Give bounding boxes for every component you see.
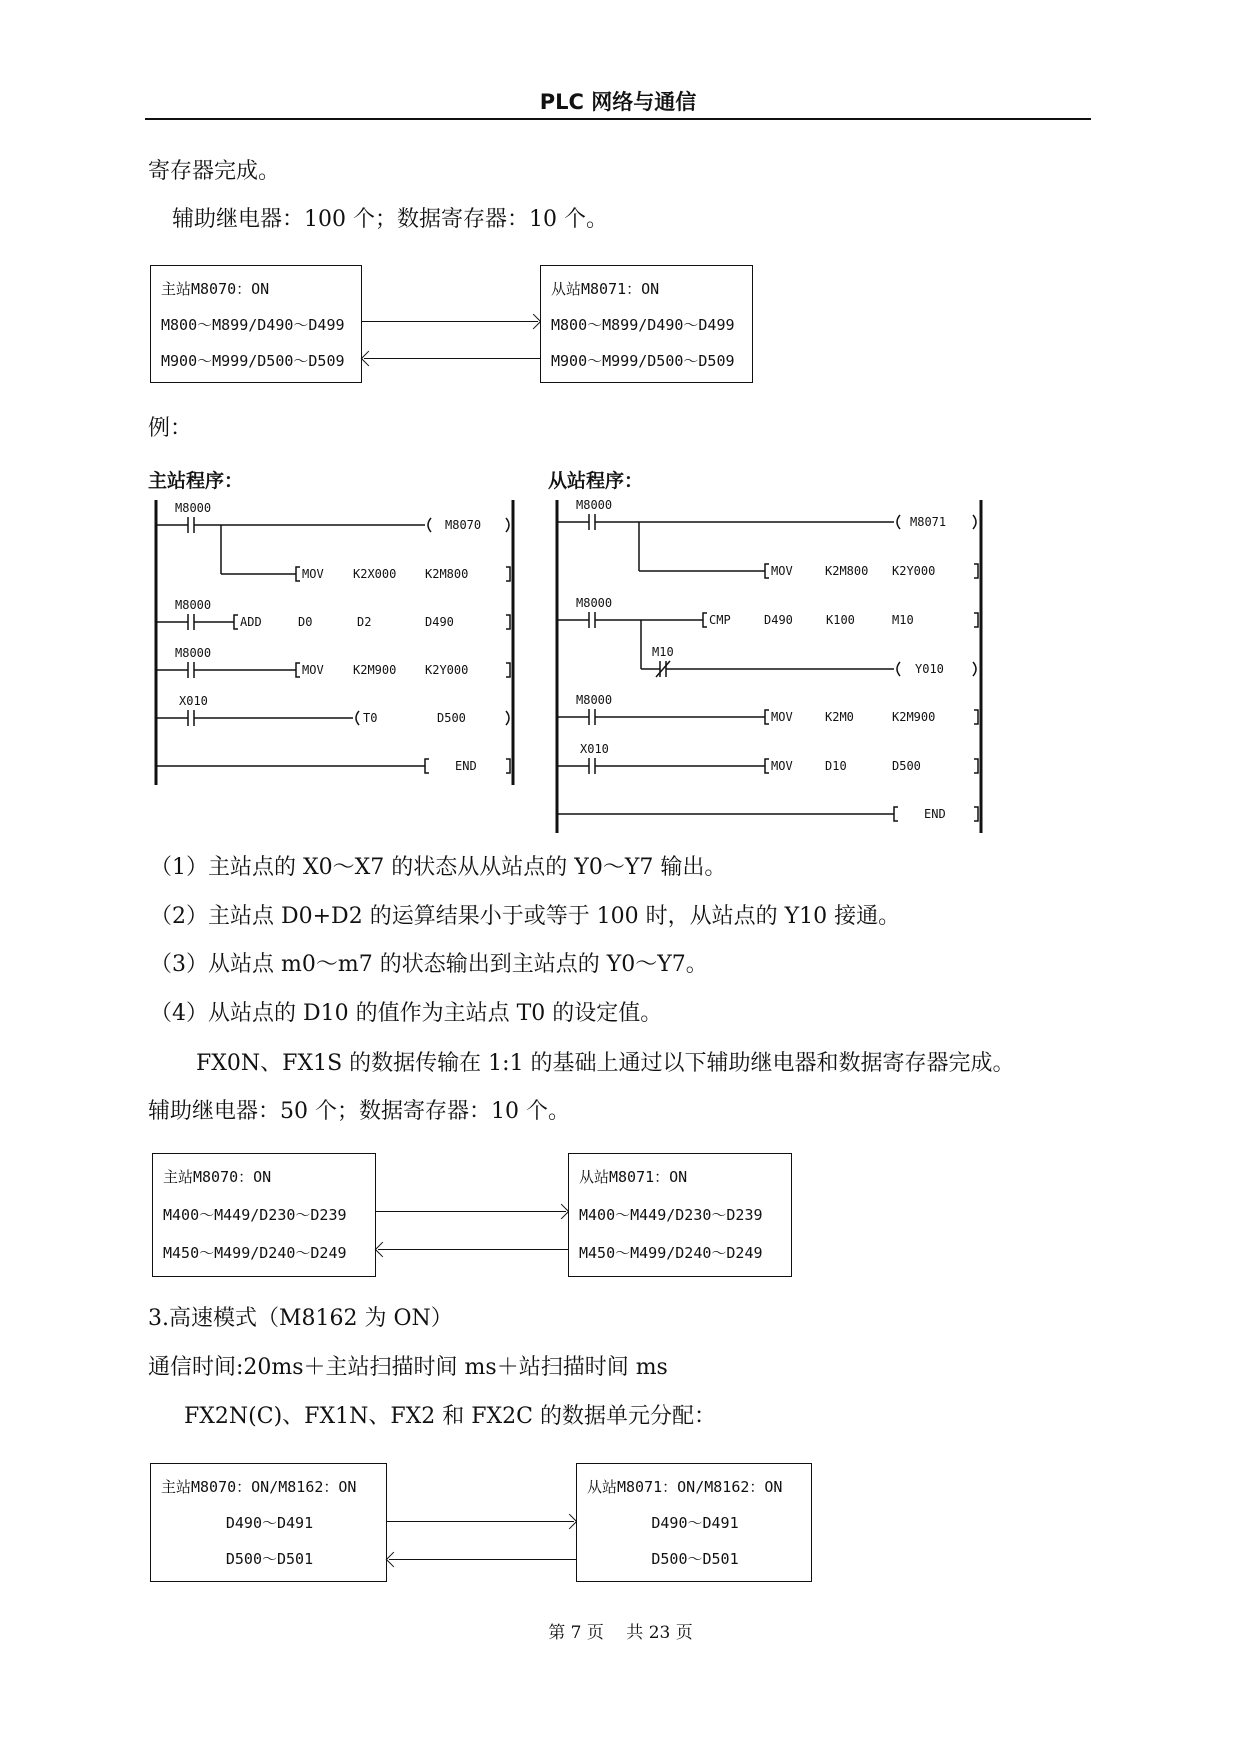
operand: D0 xyxy=(298,615,313,629)
operand: D490 xyxy=(764,613,793,627)
operand: K2M0 xyxy=(825,710,854,724)
section-heading: 3.高速模式（M8162 为 ON） xyxy=(148,1306,453,1331)
paragraph: FX2N(C)、FX1N、FX2 和 FX2C 的数据单元分配： xyxy=(184,1404,717,1429)
master-ladder-diagram xyxy=(145,495,525,790)
slave-range-out: M450～M499/D240～D249 xyxy=(579,1244,763,1262)
contact-label: M8000 xyxy=(576,596,613,610)
list-item: （4）从站点的 D10 的值作为主站点 T0 的设定值。 xyxy=(150,1001,663,1026)
contact-label: M8000 xyxy=(175,501,212,515)
list-item: （3）从站点 m0～m7 的状态输出到主站点的 Y0～Y7。 xyxy=(150,952,708,977)
slave-box xyxy=(568,1153,792,1277)
operand: D490 xyxy=(425,615,454,629)
operand: K2X000 xyxy=(353,567,397,581)
contact-label: M8000 xyxy=(576,498,613,512)
slave-range-in: D490～D491 xyxy=(651,1514,739,1532)
master-program-title: 主站程序： xyxy=(148,470,244,492)
coil-label: M8071 xyxy=(910,515,947,529)
master-label: 主站M8070：ON/M8162：ON xyxy=(161,1478,357,1496)
end-instruction: END xyxy=(924,807,946,821)
instruction: MOV xyxy=(771,564,793,578)
master-label: 主站M8070：ON xyxy=(163,1168,272,1186)
paragraph: 辅助继电器：100 个；数据寄存器：10 个。 xyxy=(172,207,608,232)
instruction: MOV xyxy=(302,663,324,677)
master-label: 主站M8070：ON xyxy=(161,280,270,298)
arrow-left xyxy=(389,1559,576,1560)
slave-range-out: M900～M999/D500～D509 xyxy=(551,352,735,370)
contact-label: X010 xyxy=(179,694,208,708)
slave-box xyxy=(540,265,753,383)
slave-label: 从站M8071：ON xyxy=(551,280,660,298)
list-item: （1）主站点的 X0～X7 的状态从从站点的 Y0～Y7 输出。 xyxy=(150,855,727,880)
page-footer: 第 7 页 共 23 页 xyxy=(548,1623,693,1643)
operand: K2Y000 xyxy=(425,663,469,677)
paragraph: 寄存器完成。 xyxy=(148,159,281,184)
header-rule xyxy=(145,118,1091,120)
master-range-out: D490～D491 xyxy=(225,1514,314,1532)
arrow-right xyxy=(376,1211,566,1212)
operand: D2 xyxy=(357,615,372,629)
master-box xyxy=(150,265,362,383)
master-range-out: M800～M899/D490～D499 xyxy=(161,316,345,334)
slave-label: 从站M8071：ON xyxy=(579,1168,688,1186)
instruction: MOV xyxy=(771,759,793,773)
slave-range-in: M800～M899/D490～D499 xyxy=(551,316,735,334)
slave-label: 从站M8071：ON/M8162：ON xyxy=(587,1478,783,1496)
master-range-in: D500～D501 xyxy=(225,1550,314,1568)
arrow-right xyxy=(387,1521,574,1522)
instruction: MOV xyxy=(302,567,324,581)
contact-label: M8000 xyxy=(175,598,212,612)
operand: D500 xyxy=(437,711,466,725)
paragraph: FX0N、FX1S 的数据传输在 1:1 的基础上通过以下辅助继电器和数据寄存器完成。 xyxy=(196,1051,1015,1076)
page-header: PLC 网络与通信 xyxy=(539,90,697,114)
contact-label: M8000 xyxy=(175,646,212,660)
slave-program-title: 从站程序： xyxy=(548,470,644,492)
arrow-right xyxy=(362,321,538,322)
coil-label: Y010 xyxy=(915,662,944,676)
contact-label: M10 xyxy=(652,645,674,659)
master-range-in: M450～M499/D240～D249 xyxy=(163,1244,347,1262)
operand: K2M900 xyxy=(892,710,936,724)
operand: K2M900 xyxy=(353,663,397,677)
master-box xyxy=(150,1463,387,1582)
arrow-left xyxy=(364,358,540,359)
coil-label: T0 xyxy=(363,711,378,725)
instruction: CMP xyxy=(709,613,731,627)
operand: K2M800 xyxy=(425,567,469,581)
master-range-out: M400～M449/D230～D239 xyxy=(163,1206,347,1224)
operand: D10 xyxy=(825,759,847,773)
end-instruction: END xyxy=(455,759,477,773)
contact-label: X010 xyxy=(580,742,609,756)
slave-box xyxy=(576,1463,812,1582)
arrow-left xyxy=(378,1249,568,1250)
slave-range-out: D500～D501 xyxy=(651,1550,739,1568)
instruction: ADD xyxy=(240,615,262,629)
operand: K2Y000 xyxy=(892,564,936,578)
master-range-in: M900～M999/D500～D509 xyxy=(161,352,345,370)
instruction: MOV xyxy=(771,710,793,724)
operand: K100 xyxy=(826,613,855,627)
paragraph: 辅助继电器：50 个；数据寄存器：10 个。 xyxy=(148,1099,570,1124)
operand: K2M800 xyxy=(825,564,869,578)
slave-ladder-diagram xyxy=(548,495,993,840)
contact-label: M8000 xyxy=(576,693,613,707)
operand: M10 xyxy=(892,613,914,627)
paragraph: 通信时间:20ms＋主站扫描时间 ms＋站扫描时间 ms xyxy=(148,1355,668,1380)
coil-label: M8070 xyxy=(445,518,482,532)
operand: D500 xyxy=(892,759,921,773)
master-box xyxy=(152,1153,376,1277)
slave-range-in: M400～M449/D230～D239 xyxy=(579,1206,763,1224)
list-item: （2）主站点 D0+D2 的运算结果小于或等于 100 时，从站点的 Y10 接通。 xyxy=(150,904,901,929)
paragraph: 例： xyxy=(148,416,193,441)
